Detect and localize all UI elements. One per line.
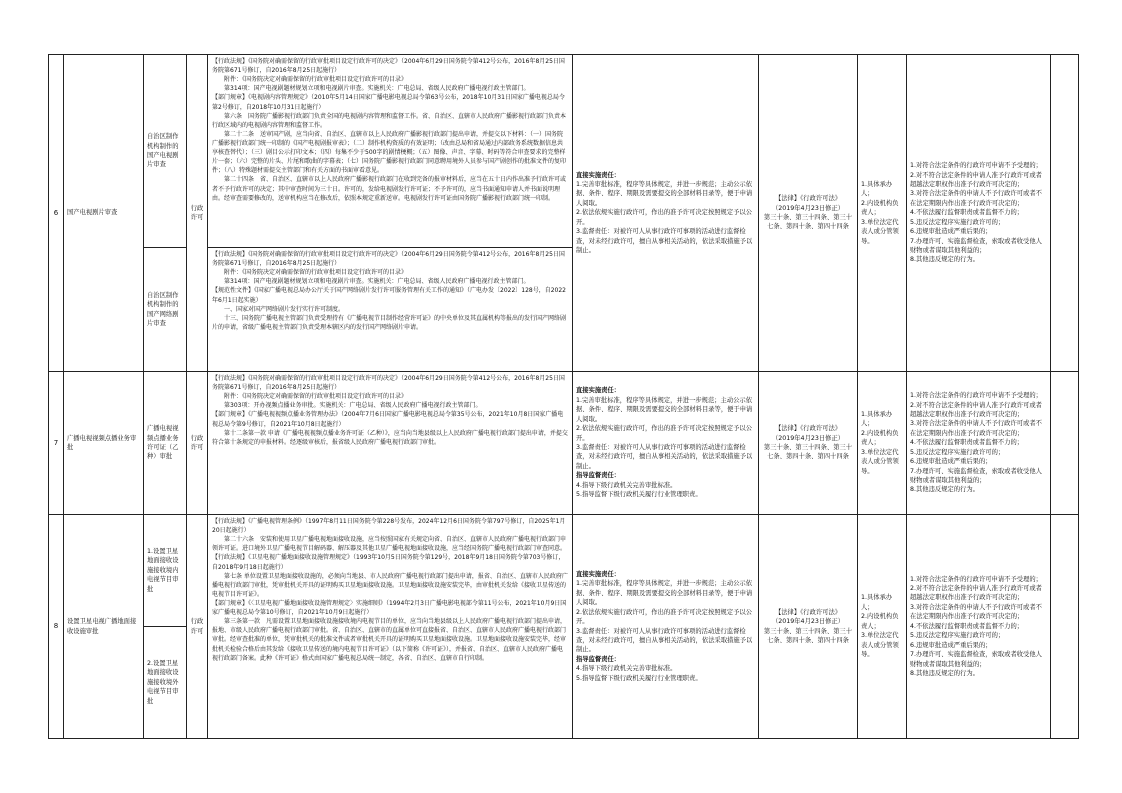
legal-basis [208, 248, 573, 372]
table-row [49, 55, 1079, 248]
resp-item: 2.依法依规实施行政许可，作出的准予许可决定按照规定予以公开。 [576, 425, 753, 442]
acc-item: 7.办理许可、实施监督检查，索取或者收受他人财物或者谋取其他利益的； [910, 467, 1042, 485]
acc-item: 1.对符合法定条件的行政许可申请不予受理的； [910, 162, 1042, 170]
acc-item: 2.对不符合法定条件的申请人准予行政许可或者超越法定职权作出准予行政许可决定的； [910, 585, 1042, 602]
acc-item: 8.其他违反规定的行为。 [910, 256, 979, 264]
subject-line: 1.具体承办人； [861, 180, 893, 198]
legal-basis [208, 372, 573, 515]
basis-paragraph: 【部门规章】《〈卫星电视广播地面接收设施管理规定〉实施细则》（1994年2月3日广播电影电视部令第11号公布，2021年10月9日国家广播电视总局令第10号修订，自2021年10月9日起施行） [212, 599, 567, 617]
row-number: 6 [49, 55, 64, 372]
basis-paragraph: 十三、国务院广播电视主管部门负责受理持有《广播电视节目制作经营许可证》的中央单位及其直属机构等报出的发行国产网络剧片的申请，省级广播电视主管部门负责受理本辖区内的发行国产网络剧片申请。 [212, 314, 567, 331]
resp-item: 3.监督责任：对被许可人从事行政许可事项的活动进行监督检查，对未经行政许可，擅自从事相关活动的，依法采取措施予以制止。 [576, 627, 753, 654]
resp-item: 1.完善审批标准，程序等具体规定，并进一步规范；主动公示依据、条件、程序、期限及需要提交的全部材料目录等，便于申请人阅取。 [576, 180, 753, 207]
basis-paragraph: 第二十四条 省、自治区、直辖市以上人民政府广播影视行政部门在收到完备的报审材料后，应当在五十日内作出准予行政许可或者不予行政许可的决定；其中审查时间为三十日。许可的，发给电视剧发行许可证；不予许可的，应当书面通知申请人并书面说明理由。经审查需要修改的，送审机构应当在修改后，依照本规定重新送审。电视剧发行许可证由国务院广播影视行政部门统一印制。 [212, 176, 567, 202]
sub-item-name: 自治区制作机构制作的国产电视剧片审查 [144, 55, 187, 248]
accountability-cases [907, 55, 1051, 372]
basis-paragraph: 一、国家对国产网络剧片发行实行许可制度。 [212, 305, 345, 313]
acc-item: 3.对符合法定条件的申请人不予行政许可或者不在法定期限内作出准予行政许可决定的； [910, 190, 1042, 207]
basis-paragraph: 【规范性文件】《国家广播电视总局办公厅关于国产网络剧片发行许可服务管理有关工作的通知》（广电办发〔2022〕128号，自2022年6月1日起实施） [212, 287, 566, 304]
acc-item: 8.其他违反规定的行为。 [910, 669, 979, 677]
sub-item-name: 广播电视视频点播业务许可证（乙种）审批 [144, 372, 187, 515]
acc-item: 3.对符合法定条件的申请人不予行政许可或者不在法定期限内作出准予行政许可决定的； [910, 603, 1042, 621]
resp-heading: 直接实施责任： [576, 171, 621, 179]
basis-paragraph: 第314项：国产电视剧题材规划立项和电视剧片审查。实施机关：广电总局、省级人民政府广播电视行政主管部门。 [212, 85, 530, 93]
subject-line: 2.内设机构负责人； [861, 429, 899, 447]
acc-item: 5.违反法定程序实施行政许可的； [910, 632, 1005, 640]
sub-item-name: 2.设置卫星地面接收设施接收境外电视节目审批 [144, 627, 187, 739]
resp-item: 3.监督责任：对被许可人从事行政许可事项的活动进行监督检查，对未经行政许可，擅自从事相关活动的，依法采取措施予以制止。 [576, 444, 753, 470]
acc-item: 7.办理许可、实施监督检查，索取或者收受他人财物或者谋取其他利益的； [910, 651, 1042, 668]
law-line: 【法律】《行政许可法》 [774, 425, 842, 433]
basis-paragraph: 【行政法规】《国务院对确需保留的行政审批项目设定行政许可的决定》（2004年6月29日国务院令第412号公布，2016年8月25日国务院第671号修订，自2016年8月25日起施行） [212, 251, 565, 268]
law-line: 第三十条、第三十四条、第三十七条、第四十条、第四十四条 [763, 214, 853, 231]
subject-line: 3.单位法定代表人或分管领导。 [861, 218, 899, 245]
resp-item: 3.监督责任：对被许可人从事行政许可事项的活动进行监督检查，对未经行政许可，擅自从事相关活动的，依法采取措施予以制止。 [576, 228, 753, 255]
basis-paragraph: 第303项：开办视频点播业务审批。实施机关：广电总局、省级人民政府广播电视行政主管部门。 [212, 402, 482, 410]
subject-line: 2.内设机构负责人； [861, 613, 899, 630]
resp-item: 2.依法依规实施行政许可，作出的准予许可决定按照规定予以公开。 [576, 608, 753, 626]
responsible-subject [858, 515, 907, 739]
basis-paragraph: 第七条 单位设置卫星地面接收设施的，必须向当地县、市人民政府广播电视行政部门提出申请，报省、自治区、直辖市人民政府广播电视行政部门审批，凭审批机关开具的证明购买卫星地面接收设施。卫星地面接收设施安装完毕，由审批机关发给《接收卫星传送的电视节目许可证》。 [212, 572, 568, 598]
subject-line: 2.内设机构负责人； [861, 199, 899, 217]
responsibility-law [759, 372, 858, 515]
remarks-cell [1051, 55, 1079, 372]
acc-item: 6.违规审批造成严重后果的； [910, 641, 992, 649]
resp-item: 2.依法依规实施行政许可，作出的准予许可决定按照规定予以公开。 [576, 209, 753, 226]
resp-item: 1.完善审批标准，程序等具体规定，并进一步规范；主动公示依据、条件、程序、期限及需要提交的全部材料目录等，便于申请人阅取。 [576, 396, 753, 423]
acc-item: 1.对符合法定条件的行政许可申请不予受理的； [910, 575, 1042, 583]
resp-heading: 直接实施责任： [576, 387, 621, 395]
law-line: 【法律】《行政许可法》 [774, 195, 842, 203]
subject-line: 3.单位法定代表人或分管领导。 [861, 632, 899, 659]
resp-item: 4.指导下级行政机关完善审批标准。 [576, 665, 677, 673]
remarks-cell [1051, 515, 1079, 739]
responsibility-law [759, 55, 858, 372]
law-line: 第三十条、第三十四条、第三十七条、第四十条、第四十四条 [763, 627, 853, 644]
acc-item: 1.对符合法定条件的行政许可申请不予受理的； [910, 392, 1042, 400]
basis-paragraph: 【行政法规】《卫星电视广播地面接收设施管理规定》（1993年10月5日国务院令第129号，2018年9月18日国务院令第703号修订，自2018年9月18日起施行） [212, 554, 565, 571]
basis-paragraph: 【行政法规】《广播电视管理条例》（1997年8月11日国务院令第228号发布，2024年12月6日国务院令第797号修订，自2025年1月20日起施行） [212, 518, 566, 535]
acc-item: 3.对符合法定条件的申请人不予行政许可或者不在法定期限内作出准予行政许可决定的； [910, 420, 1042, 437]
accountability-cases [907, 515, 1051, 739]
basis-paragraph: 附件：《国务院决定对确需保留的行政审批项目设定行政许可的目录》 [212, 393, 408, 401]
basis-paragraph: 第六条 国务院广播影视行政部门负责全国的电视剧内容管理和监督工作。省、自治区、直辖市人民政府广播影视行政部门负责本行政区域内的电视剧内容管理和监督工作。 [212, 112, 567, 129]
responsibility-content [573, 372, 759, 515]
basis-paragraph: 第十二条第一款 申请《广播电视视频点播业务许可证（乙种）》，应当向当地县级以上人民政府广播电视行政部门提出申请，并提交符合第十条规定的申报材料。经逐级审核后，报省级人民政府广播电视行政部门审批。 [212, 429, 568, 446]
subject-line: 1.具体承办人； [861, 410, 893, 428]
acc-item: 2.对不符合法定条件的申请人准予行政许可或者超越法定职权作出准予行政许可决定的； [910, 401, 1042, 418]
responsible-subject [858, 55, 907, 372]
basis-paragraph: 【部门规章】《广播电视视频点播业务管理办法》（2004年7月6日国家广播电影电视总局令第35号公布，2021年10月8日国家广播电视总局令第9号修订，自2021年10月8日起施行） [212, 411, 564, 428]
remarks-cell [1051, 372, 1079, 515]
acc-item: 4.不依法履行监督职责或者监督不力的； [910, 622, 1024, 630]
basis-paragraph: 附件：《国务院决定对确需保留的行政审批项目设定行政许可的目录》 [212, 76, 408, 84]
legal-basis [208, 55, 573, 248]
basis-paragraph: 【部门规章】《电视剧内容管理规定》（2010年5月14日国家广播电影电视总局令第63号公布，2018年10月31日国家广播电视总局令第2号修订，自2018年10月31日起施行） [212, 94, 565, 111]
legal-basis [208, 515, 573, 739]
law-line: （2019年4月23日修正） [771, 618, 845, 626]
resp-item: 5.指导监督下级行政机关履行行业管理职责。 [576, 491, 702, 499]
accountability-cases [907, 372, 1051, 515]
subject-line: 3.单位法定代表人或分管领导。 [861, 448, 899, 475]
responsibility-law [759, 515, 858, 739]
resp-item: 1.完善审批标准，程序等具体规定，并进一步规范；主动公示依据、条件、程序、期限及需要提交的全部材料目录等，便于申请人阅取。 [576, 580, 753, 607]
law-line: 【法律】《行政许可法》 [774, 608, 842, 616]
acc-item: 6.违规审批造成严重后果的； [910, 458, 992, 466]
acc-item: 4.不依法履行监督职责或者监督不力的； [910, 209, 1024, 217]
item-category: 行政许可 [187, 515, 208, 739]
basis-paragraph: 【行政法规】《国务院对确需保留的行政审批项目设定行政许可的决定》（2004年6月29日国务院令第412号公布，2016年8月25日国务院第671号修订，自2016年8月25日起施行） [212, 375, 565, 392]
acc-item: 4.不依法履行监督职责或者监督不力的； [910, 439, 1024, 447]
law-line: （2019年4月23日修正） [771, 204, 845, 212]
resp-item: 4.指导下级行政机关完善审批标准。 [576, 481, 677, 489]
acc-item: 5.违反法定程序实施行政许可的； [910, 218, 1005, 226]
sub-item-name: 自治区制作机构制作的国产网络剧片审查 [144, 248, 187, 372]
item-category: 行政许可 [187, 55, 208, 372]
acc-item: 8.其他违反规定的行为。 [910, 486, 979, 494]
table-row [49, 515, 1079, 627]
resp-heading: 指导监督责任： [576, 472, 621, 480]
acc-item: 7.办理许可、实施监督检查，索取或者收受他人财物或者谋取其他利益的； [910, 237, 1042, 255]
basis-paragraph: 第三条第一款 凡需设置卫星地面接收设施接收境内电视节目的单位，应当向当地县级以上人民政府广播电视行政部门提出申请，报地、市级人民政府广播电视行政部门审批。省、自治区、直辖市的直属单位可直接报省、自治区、直辖市人民政府广播电视行政部门审批。经审查批准的单位，凭审批机关的批准文件或者审批机关开具的证明购买卫星地面接收设施。卫星地面接收设施安装完毕，经审批机关检验合格后由其发给《接收卫星传送的境内电视节目许可证》（以下简称《许可证》），并报省、自治区、直辖市人民政府广播电视行政部门备案。此种《许可证》格式由国家广播电视总局统一制定，各省、自治区、直辖市自行印制。 [212, 618, 567, 662]
basis-paragraph: 【行政法规】《国务院对确需保留的行政审批项目设定行政许可的决定》（2004年6月29日国务院令第412号公布，2016年8月25日国务院第671号修订，自2016年8月25日起施行） [212, 58, 565, 75]
basis-paragraph: 附件：《国务院决定对确需保留的行政审批项目设定行政许可的目录》 [212, 269, 408, 277]
law-line: 第三十条、第三十四条、第三十七条、第四十条、第四十四条 [763, 444, 853, 461]
acc-item: 6.违规审批造成严重后果的； [910, 228, 992, 236]
resp-item: 5.指导监督下级行政机关履行行业管理职责。 [576, 674, 702, 682]
item-name: 国产电视剧片审查 [64, 55, 144, 372]
acc-item: 2.对不符合法定条件的申请人准予行政许可或者超越法定职权作出准予行政许可决定的； [910, 171, 1042, 188]
subject-line: 1.具体承办人； [861, 594, 893, 611]
table-row [49, 372, 1079, 515]
basis-paragraph: 第二十二条 送审国产剧，应当向省、自治区、直辖市以上人民政府广播影视行政部门提出申请，并提交以下材料：（一）国务院广播影视行政部门统一印制的《国产电视剧报审表》；（二）制作机构资质的有效证明；（改由总局和省局通过内部政务系统数据信息共享核查替代）；（三）剧目公示打印文本；（四）每集不少于500字的剧情梗概；（五）图像、声音、字幕、时码等符合审查要求的完整样片一套；（六）完整的片头、片尾和歌曲的字幕表；（七）国务院广播影视行政部门同意聘用境外人员参与国产剧创作的批准文件的复印件；（八）特殊题材需提交主管部门和有关方面的书面审看意见。 [212, 130, 567, 175]
law-line: （2019年4月23日修正） [771, 434, 845, 442]
row-number: 8 [49, 515, 64, 739]
responsibility-table [48, 54, 1079, 739]
resp-heading: 直接实施责任： [576, 570, 621, 578]
item-category: 行政许可 [187, 372, 208, 515]
responsibility-content [573, 515, 759, 739]
basis-paragraph: 第二十六条 安装和使用卫星广播电视地面接收设施，应当按照国家有关规定向省、自治区、直辖市人民政府广播电视行政部门申领许可证。进口境外卫星广播电视节目解码器、解压器及其他卫星广播电视地面接收设施，应当经国务院广播电视行政部门审查同意。 [212, 536, 567, 553]
responsibility-content [573, 55, 759, 372]
responsible-subject [858, 372, 907, 515]
basis-paragraph: 第314项：国产电视剧题材规划立项和电视剧片审查。实施机关：广电总局、省级人民政府广播电视行政主管部门。 [212, 278, 530, 286]
sub-item-name: 1.设置卫星地面接收设施接收境内电视节目审批 [144, 515, 187, 627]
resp-heading: 指导监督责任： [576, 655, 621, 663]
item-name: 广播电视视频点播业务审批 [64, 372, 144, 515]
acc-item: 5.违反法定程序实施行政许可的； [910, 448, 1005, 456]
row-number: 7 [49, 372, 64, 515]
item-name: 设置卫星电视广播地面接收设施审批 [64, 515, 144, 739]
